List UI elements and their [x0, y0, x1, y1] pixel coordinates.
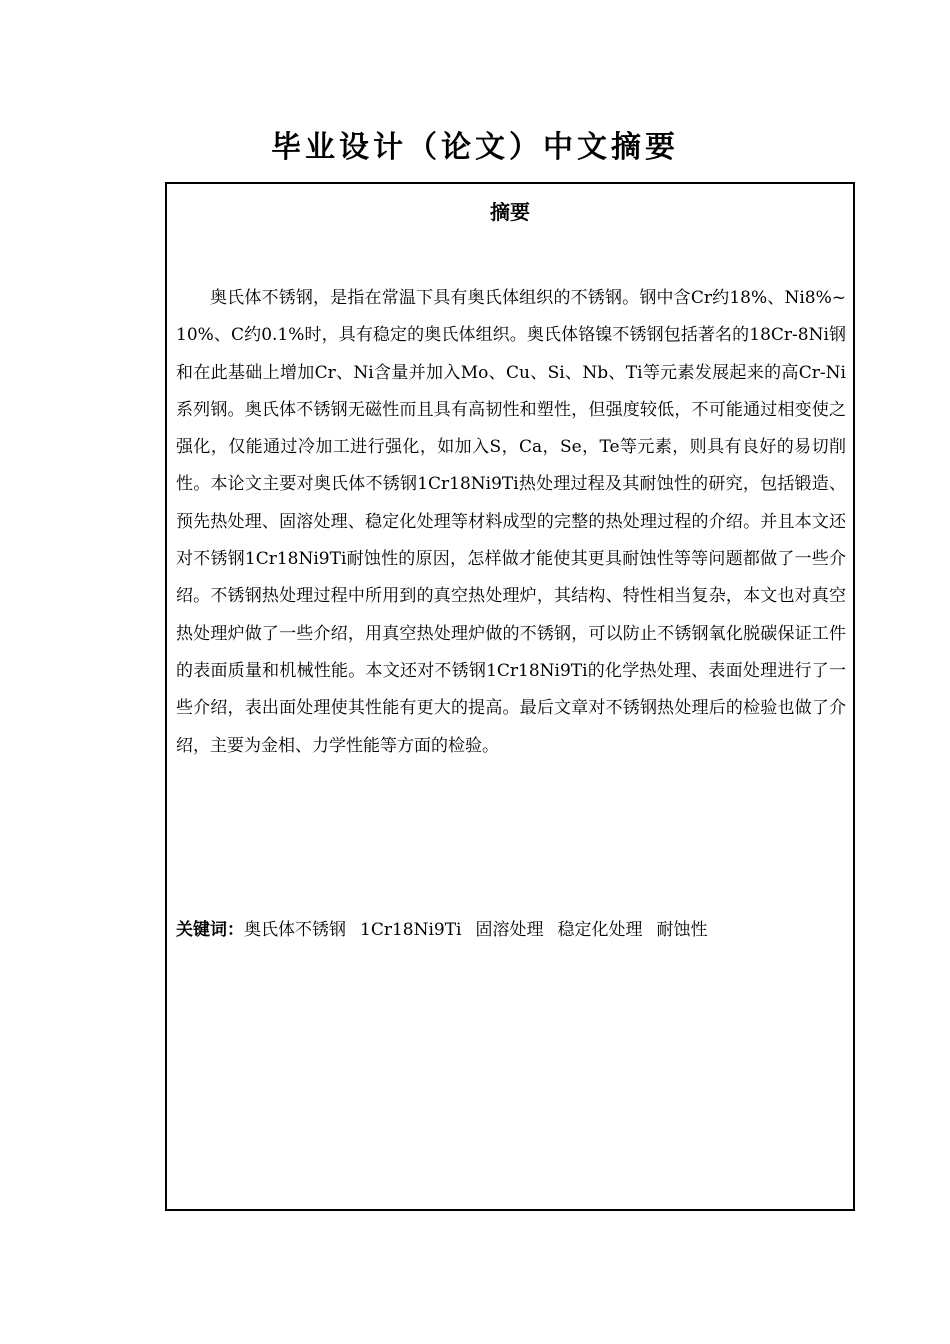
abstract-heading: 摘要 — [490, 200, 530, 224]
abstract-body: 奥氏体不锈钢，是指在常温下具有奥氏体组织的不锈钢。钢中含Cr约18%、Ni8%~10%、C约0.1%时，具有稳定的奥氏体组织。奥氏体铬镍不锈钢包括著名的18Cr-8Ni钢和在此基础上增加Cr、Ni含量并加入Mo、Cu、Si、Nb、Ti等元素发展起来的高Cr-Ni系列钢。奥氏体不锈钢无磁性而且具有高韧性和塑性，但强度较低，不可能通过相变使之强化，仅能通过冷加工进行强化，如加入S，Ca，Se，Te等元素，则具有良好的易切削性。本论文主要对奥氏体不锈钢1Cr18Ni9Ti热处理过程及其耐蚀性的研究，包括锻造、预先热处理、固溶处理、稳定化处理等材料成型的完整的热处理过程的介绍。并且本文还对不锈钢1Cr18Ni9Ti耐蚀性的原因，怎样做才能使其更具耐蚀性等等问题都做了一些介绍。不锈钢热处理过程中所用到的真空热处理炉，其结构、特性相当复杂，本文也对真空热处理炉做了一些介绍，用真空热处理炉做的不锈钢，可以防止不锈钢氧化脱碳保证工件的表面质量和机械性能。本文还对不锈钢1Cr18Ni9Ti的化学热处理、表面处理进行了一些介绍，表出面处理使其性能有更大的提高。最后文章对不锈钢热处理后的检验也做了介绍，主要为金相、力学性能等方面的检验。 — [176, 288, 846, 756]
keyword-item: 固溶处理 — [475, 920, 544, 940]
keyword-item: 耐蚀性 — [656, 920, 708, 940]
keyword-item: 稳定化处理 — [557, 920, 643, 940]
keyword-item: 奥氏体不锈钢 — [244, 920, 346, 940]
page-title: 毕业设计（论文）中文摘要 — [271, 130, 679, 165]
keyword-item: 1Cr18Ni9Ti — [360, 920, 462, 940]
keywords-line — [176, 915, 846, 945]
keywords-label: 关键词： — [176, 920, 244, 940]
abstract-box — [165, 182, 855, 1211]
